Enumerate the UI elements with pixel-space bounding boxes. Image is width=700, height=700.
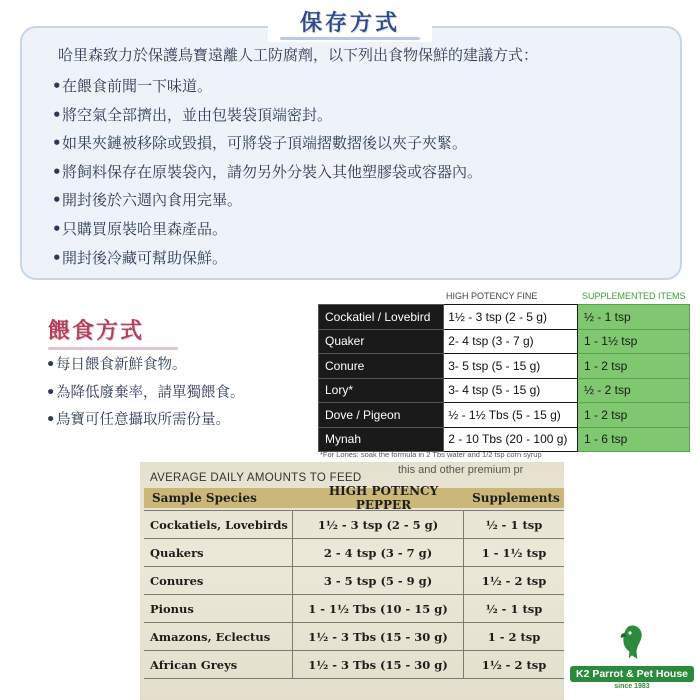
table-row <box>319 427 690 452</box>
bullet-dot: • <box>46 357 56 373</box>
high-potency-cell: 2 - 4 tsp (3 - 7 g) <box>293 539 464 567</box>
storage-item <box>52 215 482 244</box>
feeding-item-text: 每日餵食新鮮食物。 <box>56 357 187 373</box>
high-potency-cell: 2- 4 tsp (3 - 7 g) <box>444 329 578 354</box>
label-col-species: Sample Species <box>152 491 257 505</box>
storage-item <box>52 186 482 215</box>
feeding-item <box>46 407 245 435</box>
storage-item <box>52 158 482 187</box>
high-potency-cell: ½ - 1½ Tbs (5 - 15 g) <box>444 403 578 428</box>
species-cell: Amazons, Eclectus <box>144 623 293 651</box>
high-potency-cell: 1½ - 3 tsp (2 - 5 g) <box>293 511 464 539</box>
table-row <box>319 354 690 379</box>
storage-item <box>52 101 482 130</box>
storage-item-text: 將空氣全部擠出，並由包裝袋頂端密封。 <box>62 105 333 124</box>
logo-banner: K2 Parrot & Pet House <box>570 666 694 682</box>
table-row <box>144 511 564 539</box>
species-cell: Dove / Pigeon <box>319 403 444 428</box>
logo-text-left: 寵物 <box>570 632 609 655</box>
bullet-dot: • <box>52 77 62 95</box>
logo-top-row <box>570 620 694 664</box>
bullet-dot: • <box>52 248 62 267</box>
supplement-cell: ½ - 2 tsp <box>577 378 689 403</box>
bullet-dot: • <box>52 219 62 238</box>
table-row <box>319 403 690 428</box>
high-potency-cell: 1½ - 3 tsp (2 - 5 g) <box>444 305 578 330</box>
table-row <box>144 567 564 595</box>
species-cell: Pionus <box>144 595 293 623</box>
supplement-cell: 1 - 1½ tsp <box>577 329 689 354</box>
high-potency-cell: 1 - 1½ Tbs (10 - 15 g) <box>293 595 464 623</box>
supplement-cell: 1 - 2 tsp <box>577 354 689 379</box>
supplement-cell: 1 - 6 tsp <box>577 427 689 452</box>
lory-footnote: *For Lories: soak the formula in 2 Tbs water and 1/2 tsp corn syrup <box>320 450 542 459</box>
storage-item-text: 開封後冷藏可幫助保鮮。 <box>62 248 228 267</box>
small-table-header-high-potency: HIGH POTENCY FINE <box>446 291 538 301</box>
feeding-title-block <box>48 316 188 352</box>
table-row <box>319 305 690 330</box>
supplement-cell: 1½ - 2 tsp <box>464 651 565 679</box>
storage-item <box>52 72 482 101</box>
storage-item <box>52 129 482 158</box>
species-cell: Quakers <box>144 539 293 567</box>
bullet-dot: • <box>52 105 62 124</box>
species-cell: Cockatiels, Lovebirds <box>144 511 293 539</box>
table-row <box>144 539 564 567</box>
feeding-title-underline <box>48 347 178 350</box>
table-row <box>144 595 564 623</box>
label-col-supplements: Supplements <box>472 491 560 505</box>
storage-title: 保存方式 <box>299 10 400 36</box>
logo-since: since 1983 <box>614 683 650 690</box>
supplement-cell: ½ - 1 tsp <box>464 511 565 539</box>
package-label-photo <box>140 462 564 700</box>
bullet-dot: • <box>46 384 56 401</box>
species-cell: Lory* <box>319 378 444 403</box>
table-row <box>319 329 690 354</box>
species-cell: Quaker <box>319 329 444 354</box>
high-potency-cell: 3 - 5 tsp (5 - 9 g) <box>293 567 464 595</box>
parrot-icon <box>617 622 647 662</box>
high-potency-cell: 2 - 10 Tbs (20 - 100 g) <box>444 427 578 452</box>
table-row <box>144 651 564 679</box>
high-potency-cell: 3- 5 tsp (5 - 15 g) <box>444 354 578 379</box>
feeding-list <box>46 352 245 435</box>
feeding-title: 餵食方式 <box>48 318 145 344</box>
label-heading: AVERAGE DAILY AMOUNTS TO FEED <box>150 472 362 484</box>
species-cell: Conure <box>319 354 444 379</box>
supplement-cell: ½ - 1 tsp <box>577 305 689 330</box>
storage-title-underline <box>280 37 420 40</box>
supplement-cell: 1½ - 2 tsp <box>464 567 565 595</box>
logo-text-right: 世界 <box>655 632 694 655</box>
label-cropped-text: this and other premium pr <box>398 464 524 476</box>
label-col-high-potency: HIGH POTENCY PEPPER <box>328 484 439 512</box>
storage-item-text: 在餵食前聞一下味道。 <box>62 77 213 95</box>
feeding-item <box>46 380 245 408</box>
small-table-header-supplemented: SUPPLEMENTED ITEMS <box>582 291 686 301</box>
bullet-dot: • <box>52 134 62 153</box>
feeding-item-text: 為降低廢棄率，請單獨餵食。 <box>56 384 245 401</box>
high-potency-cell: 1½ - 3 Tbs (15 - 30 g) <box>293 623 464 651</box>
species-cell: African Greys <box>144 651 293 679</box>
species-cell: Cockatiel / Lovebird <box>319 305 444 330</box>
high-potency-cell: 1½ - 3 Tbs (15 - 30 g) <box>293 651 464 679</box>
store-logo <box>570 620 694 696</box>
bullet-dot: • <box>52 191 62 210</box>
feeding-item <box>46 352 245 380</box>
species-cell: Conures <box>144 567 293 595</box>
storage-list <box>52 72 482 272</box>
feeding-item-text: 鳥寶可任意攝取所需份量。 <box>56 412 230 428</box>
storage-item-text: 如果夾鏈被移除或毀損，可將袋子頂端摺數摺後以夾子夾緊。 <box>62 134 468 153</box>
supplement-cell: ½ - 1 tsp <box>464 595 565 623</box>
species-cell: Mynah <box>319 427 444 452</box>
storage-item-text: 開封後於六週內食用完畢。 <box>62 191 243 210</box>
table-row <box>144 623 564 651</box>
bullet-dot: • <box>52 162 62 181</box>
storage-item-text: 將飼料保存在原裝袋內，請勿另外分裝入其他塑膠袋或容器內。 <box>62 162 483 181</box>
high-potency-cell: 3- 4 tsp (5 - 15 g) <box>444 378 578 403</box>
label-feeding-table <box>144 510 564 679</box>
bullet-dot: • <box>46 412 56 428</box>
table-row <box>319 378 690 403</box>
small-feeding-table <box>318 304 690 452</box>
storage-title-block <box>268 6 432 42</box>
storage-item <box>52 244 482 273</box>
label-table-header <box>144 484 564 512</box>
supplement-cell: 1 - 1½ tsp <box>464 539 565 567</box>
supplement-cell: 1 - 2 tsp <box>577 403 689 428</box>
storage-intro: 哈里森致力於保護鳥寶遠離人工防腐劑，以下列出食物保鮮的建議方式： <box>58 46 539 64</box>
supplement-cell: 1 - 2 tsp <box>464 623 565 651</box>
storage-item-text: 只購買原裝哈里森產品。 <box>62 219 228 238</box>
